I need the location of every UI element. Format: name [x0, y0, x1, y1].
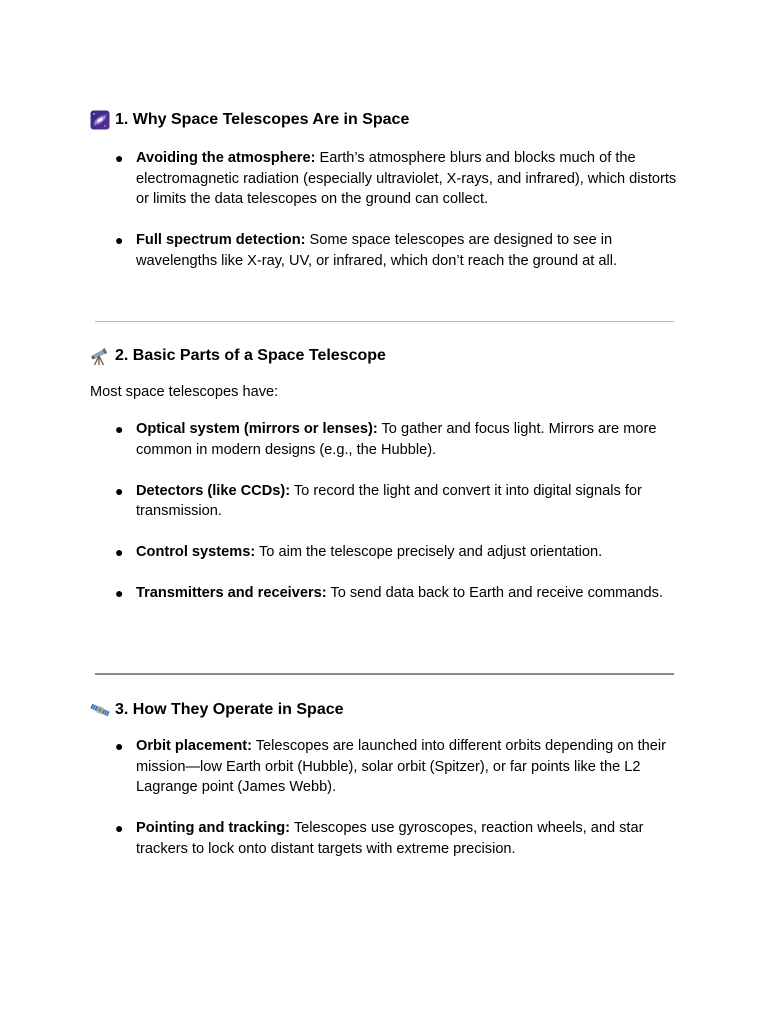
item-text: Telescopes use gyroscopes, reaction wheels, and star trackers to lock onto distant targets with extreme precision. — [136, 820, 644, 857]
item-text: Earth’s atmosphere blurs and blocks much of the electromagnetic radiation (especially ultraviolet, X-rays, and infrared), which distorts or limits the data telescopes on the ground can collect. — [136, 150, 677, 207]
bullet-dot: ● — [115, 544, 124, 560]
section-divider — [95, 321, 674, 322]
item-text: To record the light and convert it into digital signals for transmission. — [136, 482, 642, 519]
list-item — [90, 583, 690, 604]
bullet-dot: ● — [115, 585, 124, 601]
item-term: Transmitters and receivers: — [136, 585, 327, 601]
list-item — [90, 542, 690, 563]
section-heading-text: 1. Why Space Telescopes Are in Space — [115, 111, 410, 128]
bullet-list-operate — [90, 736, 690, 859]
telescope-icon — [90, 346, 110, 366]
bullet-dot: ● — [115, 820, 124, 836]
item-text: Some space telescopes are designed to see in wavelengths like X-ray, UV, or infrared, which don’t reach the ground at all. — [136, 232, 618, 269]
item-term: Control systems: — [136, 544, 256, 560]
milky-way-galaxy-icon — [90, 110, 110, 130]
bullet-dot: ● — [115, 421, 124, 437]
list-item — [90, 419, 690, 460]
section-divider — [95, 673, 674, 675]
section-heading-why-space — [90, 109, 409, 131]
item-term: Detectors (like CCDs): — [136, 482, 291, 499]
list-item — [90, 230, 690, 271]
item-text: Telescopes are launched into different orbits depending on their mission—low Earth orbit (Hubble), solar orbit (Spitzer), or far points like the L2 Lagrange point (James Webb). — [136, 738, 667, 795]
item-term: Avoiding the atmosphere: — [136, 150, 316, 166]
list-item — [90, 818, 690, 859]
bullet-list-basic-parts — [90, 419, 690, 604]
section-heading-text: 3. How They Operate in Space — [115, 701, 344, 718]
list-item — [90, 481, 690, 522]
section-intro-text: Most space telescopes have: — [90, 384, 279, 400]
bullet-dot: ● — [115, 150, 124, 166]
section-heading-text: 2. Basic Parts of a Space Telescope — [115, 347, 386, 364]
bullet-dot: ● — [115, 482, 124, 499]
item-term: Full spectrum detection: — [136, 232, 306, 248]
bullet-dot: ● — [115, 232, 124, 248]
section-heading-basic-parts — [90, 345, 386, 367]
list-item — [90, 736, 690, 798]
section-heading-operate — [90, 699, 344, 721]
item-term: Optical system (mirrors or lenses): — [136, 421, 378, 437]
item-text: To send data back to Earth and receive commands. — [326, 585, 664, 601]
item-term: Orbit placement: — [136, 738, 252, 754]
item-text: To aim the telescope precisely and adjust orientation. — [255, 544, 603, 560]
satellite-icon — [90, 700, 110, 720]
item-text: To gather and focus light. Mirrors are more common in modern designs (e.g., the Hubble). — [136, 421, 657, 458]
item-term: Pointing and tracking: — [136, 820, 291, 836]
bullet-dot: ● — [115, 738, 124, 754]
bullet-list-why-space — [90, 148, 690, 271]
list-item — [90, 148, 690, 210]
